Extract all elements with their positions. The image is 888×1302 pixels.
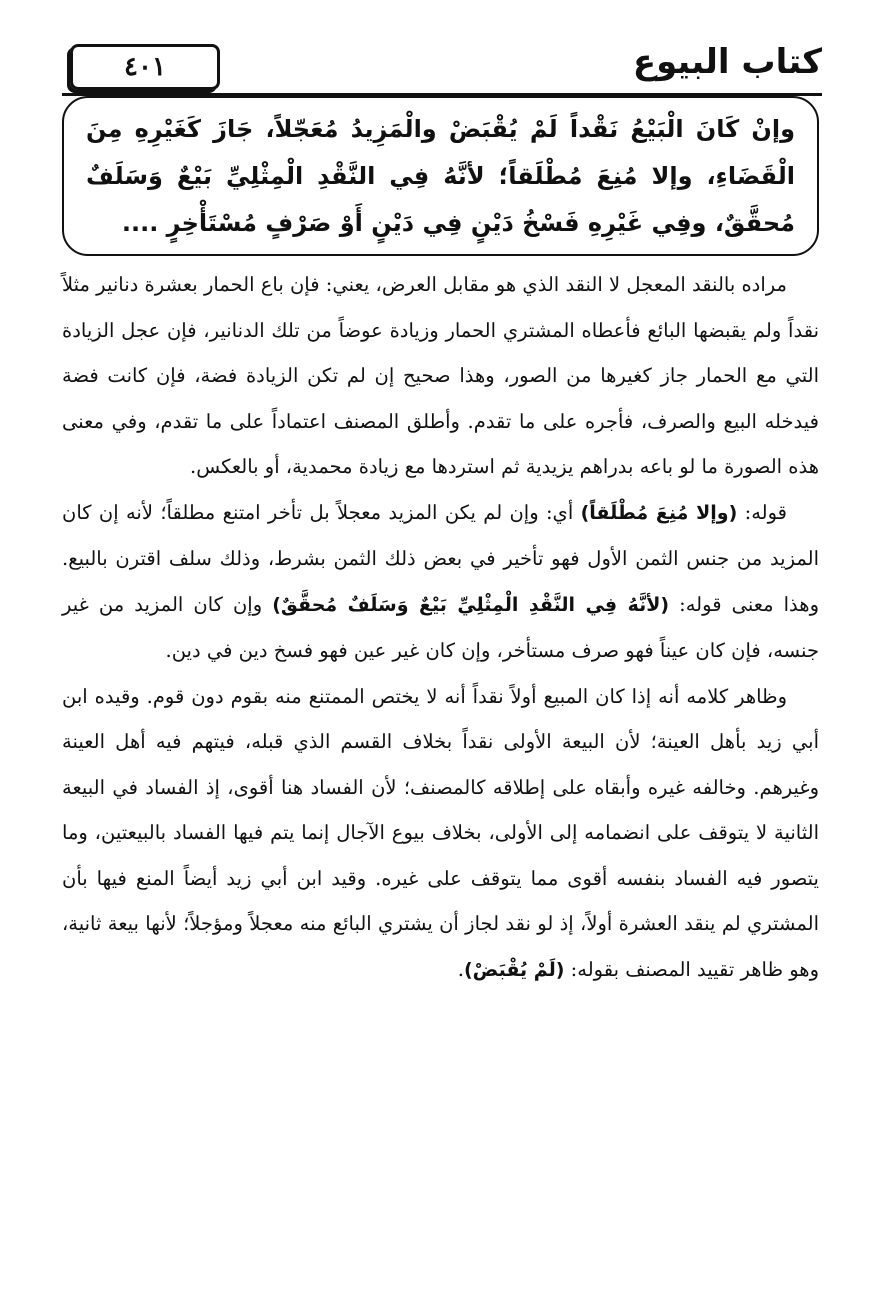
matn-quote-2: (لأنَّهُ فِي النَّقْدِ الْمِثْلِيِّ بَيْعٌ وَسَلَفٌ مُحقَّقٌ) bbox=[272, 593, 670, 616]
commentary-paragraph-1: مراده بالنقد المعجل لا النقد الذي هو مقابل العرض، يعني: فإن باع الحمار بعشرة دنانير مثلاً نقداً ولم يقبضها البائع فأعطاه المشتري الحمار وزيادة عوضاً من تلك الدنانير، فإن عجل الزيادة التي مع الحمار جاز كغيرها من الصور، وهذا صحيح إن لم تكن الزيادة فضة، فإن كانت فضة فيدخله البيع والصرف، فأجره على ما تقدم. وأطلق المصنف اعتماداً على ما تقدم، وفي معنى هذه الصورة ما لو باعه بدراهم يزيدية ثم استردها مع زيادة محمدية، أو بالعكس. bbox=[62, 273, 819, 478]
paragraph-3-text-2: . bbox=[457, 957, 464, 981]
page-number-frame bbox=[70, 44, 220, 90]
paragraph-2-text-2: أي: وإن لم يكن المزيد معجلاً بل تأخر امتنع مطلقاً؛ لأنه إن كان المزيد من جنس الثمن الأول فهو تأخير في بعض ذلك الثمن بشرط، وذلك سلف اقترن بالبيع. وهذا معنى قوله: bbox=[62, 500, 819, 616]
book-title: كتاب البيوع bbox=[632, 42, 822, 82]
matn-text: وإنْ كَانَ الْبَيْعُ نَقْداً لَمْ يُقْبَضْ والْمَزِيدُ مُعَجّلاً، جَازَ كَغَيْرِهِ مِنَ الْقَضَاءِ، وإلا مُنِعَ مُطْلَقاً؛ لأنَّهُ فِي النَّقْدِ الْمِثْلِيِّ بَيْعٌ وَسَلَفٌ مُحقَّقٌ، وفِي غَيْرِهِ فَسْخُ دَيْنٍ فِي دَيْنٍ أَوْ صَرْفٍ مُسْتَأْخِرٍ .... bbox=[86, 115, 795, 237]
commentary bbox=[62, 262, 819, 993]
paragraph-2-text-3: وإن كان المزيد من غير جنسه، فإن كان عيناً فهو صرف مستأخر، وإن كان غير عين فهو فسخ دين في دين. bbox=[62, 592, 819, 662]
commentary-paragraph-3 bbox=[62, 674, 819, 994]
page-header bbox=[62, 40, 822, 96]
commentary-paragraph-2 bbox=[62, 490, 819, 674]
page-number: ٤٠١ bbox=[124, 52, 166, 82]
matn-box bbox=[62, 96, 819, 256]
paragraph-2-text-1: قوله: bbox=[737, 500, 787, 524]
paragraph-3-text-1: وظاهر كلامه أنه إذا كان المبيع أولاً نقداً أنه لا يختص الممتنع منه بقوم دون قوم. وقيده ابن أبي زيد بأهل العينة؛ لأن البيعة الأولى نقداً بخلاف القسم الذي قبله، فيتهم فيه أهل العينة وغيرهم. وخالفه غيره وأبقاه على إطلاقه كالمصنف؛ لأن الفساد هنا أقوى، إذ الفساد في البيعة الثانية لا يتوقف على انضمامه إلى الأولى، بخلاف بيوع الآجال إنما يتم فيها الفساد بالبيعتين، وما يتصور فيه الفساد بنفسه أقوى مما يتوقف على غيره. وقيد ابن أبي زيد أيضاً المنع فيها بأن المشتري لم ينقد العشرة أولاً، إذ لو نقد لجاز أن يشتري البائع منه معجلاً ومؤجلاً؛ لأنها بيعة ثانية، وهو ظاهر تقييد المصنف بقوله: bbox=[62, 684, 819, 981]
matn-quote-3: (لَمْ يُقْبَضْ) bbox=[463, 958, 565, 981]
matn-quote-1: (وإلا مُنِعَ مُطْلَقاً) bbox=[580, 501, 738, 524]
